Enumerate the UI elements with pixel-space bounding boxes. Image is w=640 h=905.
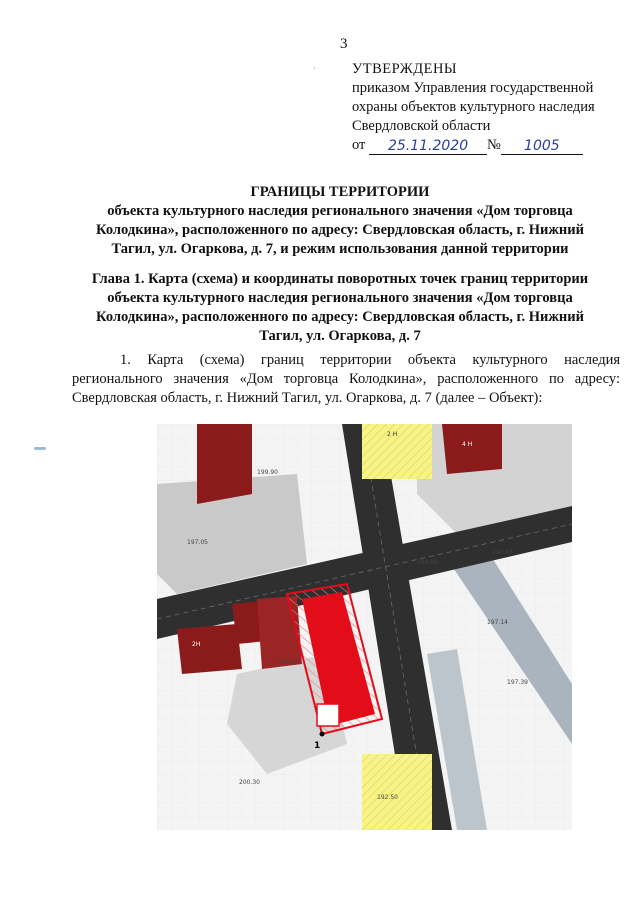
elevation-label: 200.30 (239, 779, 260, 786)
approval-line-3: Свердловской области (352, 118, 491, 134)
elevation-label: 198.90 (417, 559, 438, 566)
number-prefix: № (487, 137, 501, 153)
approval-heading: УТВЕРЖДЕНЫ (352, 61, 458, 77)
chapter-line-4: Тагил, ул. Огаркова, д. 7 (259, 328, 421, 344)
elevation-label: 199.90 (257, 469, 278, 476)
dark-building (177, 624, 242, 674)
elevation-label: 197.05 (187, 539, 208, 546)
title-line-1: ГРАНИЦЫ ТЕРРИТОРИИ (250, 184, 430, 200)
approval-date-line (352, 136, 632, 155)
approval-line-2: охраны объектов культурного наследия (352, 99, 595, 115)
building-label: 2 Н (387, 431, 398, 438)
page-number: 3 (340, 36, 348, 52)
object-annex (317, 704, 339, 726)
scan-smudge (34, 447, 46, 450)
date-prefix: от (352, 137, 366, 153)
dark-building (197, 424, 252, 504)
chapter-line-1: Глава 1. Карта (схема) и координаты поворотных точек границ территории (91, 271, 589, 287)
elevation-label: 197.14 (487, 619, 508, 626)
elevation-label: 198.20 (277, 659, 298, 666)
paragraph-1: 1. Карта (схема) границ территории объекта культурного наследия регионального значения «Дом торговца Колодкина», расположенного по адресу: Свердловская область, г. Нижний Тагил, ул. Огаркова, д. 7 (далее – Объект): (72, 352, 620, 406)
scan-mark: ' (314, 66, 316, 75)
chapter-line-3: Колодкина», расположенного по адресу: Свердловская область, г. Нижний (96, 309, 584, 325)
chapter-line-2: объекта культурного наследия регионального значения «Дом торговца (107, 290, 573, 306)
title-line-4: Тагил, ул. Огаркова, д. 7, и режим использования данной территории (111, 241, 569, 257)
title-line-2: объекта культурного наследия регионального значения «Дом торговца (107, 203, 573, 219)
point-label: 1 (314, 741, 321, 751)
building-label: 2Н (192, 641, 201, 648)
handwritten-number: 1005 (501, 138, 583, 155)
building-label: 4 Н (462, 441, 473, 448)
elevation-label: 196.85 (492, 549, 513, 556)
document-title (60, 183, 620, 259)
dark-building (442, 424, 502, 474)
chapter-heading (60, 270, 620, 346)
handwritten-date: 25.11.2020 (369, 138, 487, 155)
elevation-label: 192.50 (377, 794, 398, 801)
title-line-3: Колодкина», расположенного по адресу: Свердловская область, г. Нижний (96, 222, 584, 238)
approval-line-1: приказом Управления государственной (352, 80, 594, 96)
approval-block (352, 60, 632, 155)
elevation-label: 197.39 (507, 679, 528, 686)
boundary-map (157, 424, 572, 830)
boundary-point (320, 732, 325, 737)
